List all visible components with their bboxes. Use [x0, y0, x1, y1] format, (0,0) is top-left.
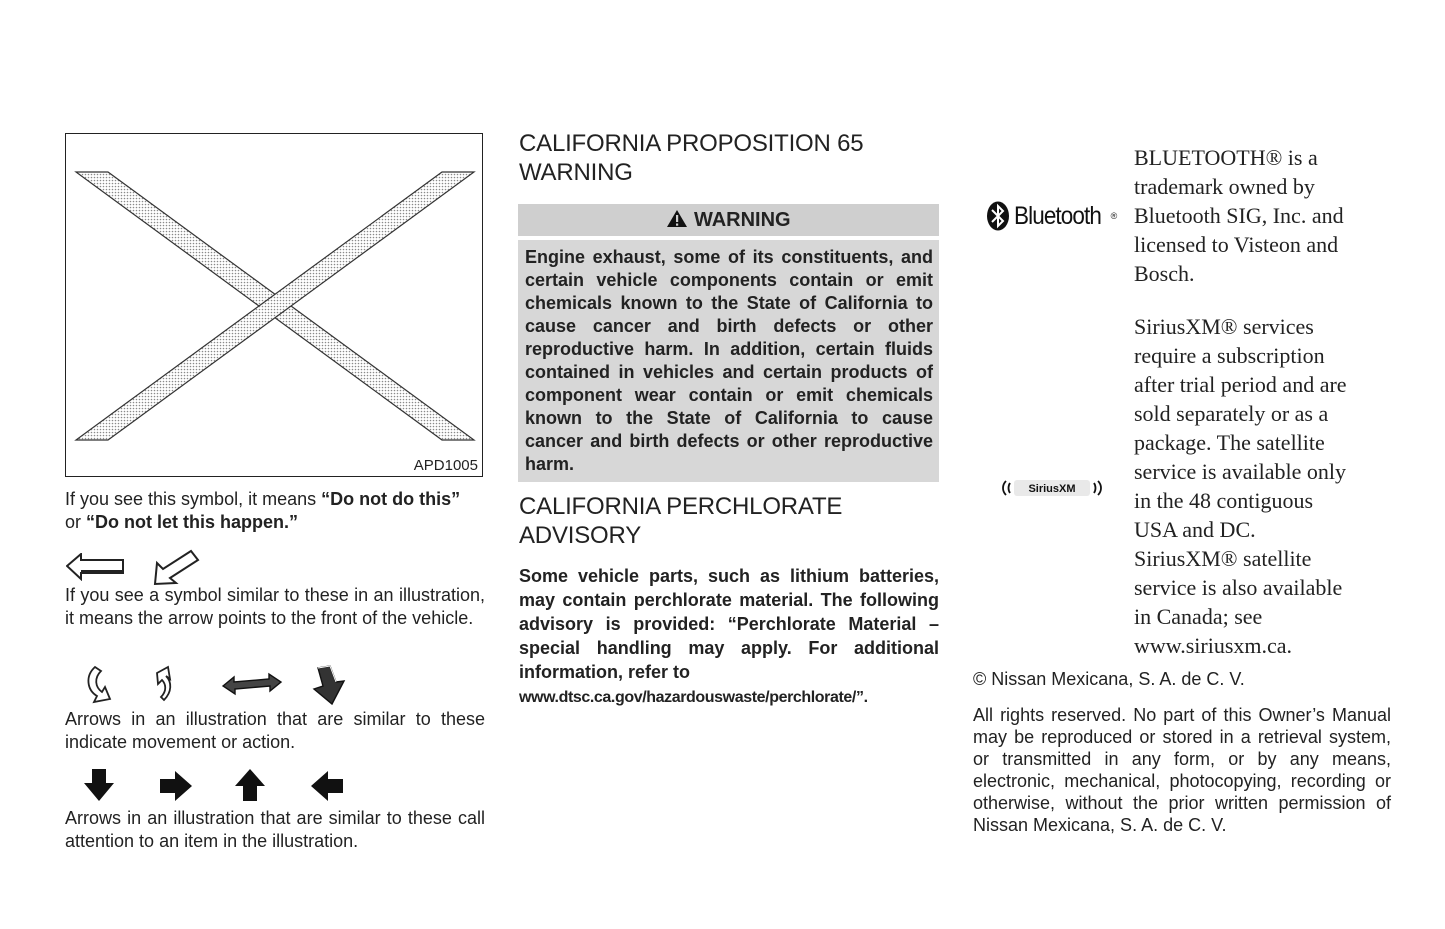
arrow-up-icon	[234, 768, 266, 802]
perchlorate-url: www.dtsc.ca.gov/hazardouswaste/perchlorate/”.	[519, 689, 868, 706]
symbol-meaning-2: “Do not let this happen.”	[86, 512, 299, 532]
front-arrows-text: If you see a symbol similar to these in an illustration, it means the arrow points to the front of the vehicle.	[65, 585, 485, 628]
curved-arrow-down-icon	[83, 664, 115, 706]
bluetooth-logo: Bluetooth ®	[986, 200, 1117, 232]
bent-arrow-down-icon	[310, 664, 350, 706]
arrow-right-icon	[159, 770, 193, 802]
warning-body: Engine exhaust, some of its constituents, and certain vehicle components contain or emit chemicals known to the State of California to cause cancer and birth defects or other reproductive harm. In addition, certain fluids contained in vehicles and certain products of component wear contain or emit chemicals known to the State of California to cause cancer and birth defects or other reproductive harm.	[518, 240, 939, 482]
do-not-figure	[65, 133, 483, 477]
arrow-down-icon	[83, 768, 115, 802]
figure-code: APD1005	[413, 457, 478, 474]
x-prohibition-icon	[66, 134, 484, 478]
bluetooth-rune-icon	[986, 201, 1010, 231]
front-arrow-diagonal-icon	[151, 549, 201, 587]
double-arrow-horizontal-icon	[221, 672, 283, 696]
movement-arrows-text: Arrows in an illustration that are similar to these indicate movement or action.	[65, 709, 485, 752]
siriusxm-text: SiriusXM® services require a subscription after trial period and are sold separately or as a package. The satellite service is available only in the 48 contiguous USA and DC. SiriusXM® satellite service is also available in Canada; see www.siriusxm.ca.	[1134, 314, 1347, 658]
attention-arrows-text: Arrows in an illustration that are similar to these call attention to an item in the illustration.	[65, 808, 485, 851]
symbol-text: If you see this symbol, it means	[65, 489, 322, 509]
symbol-meaning-1: “Do not do this”	[321, 489, 461, 509]
warning-triangle-icon	[666, 209, 688, 228]
perchlorate-body: Some vehicle parts, such as lithium batteries, may contain perchlorate material. The following advisory is provided: “Perchlorate Material – special handling may apply. For additional information, refer to www.dtsc.ca.gov/hazardouswaste/perchlorate/”.	[519, 566, 939, 706]
arrow-left-icon	[310, 770, 344, 802]
warning-header	[518, 204, 939, 236]
front-arrow-left-icon	[66, 553, 126, 581]
curved-arrow-up-icon	[152, 664, 184, 706]
symbol-text-or: or	[65, 512, 87, 532]
perchlorate-heading: CALIFORNIA PERCHLORATE ADVISORY	[519, 493, 843, 549]
warning-label: WARNING	[693, 209, 791, 231]
prop65-heading: CALIFORNIA PROPOSITION 65 WARNING	[519, 130, 864, 186]
do-not-explanation	[65, 488, 485, 534]
siriusxm-logo	[1000, 477, 1104, 499]
copyright-line: © Nissan Mexicana, S. A. de C. V.	[973, 669, 1245, 689]
rights-reserved-text: All rights reserved. No part of this Owner’s Manual may be reproduced or stored in a retrieval system, or transmitted in any form, or by any means, electronic, mechanical, photocopying, recording or otherwise, without the prior written permission of Nissan Mexicana, S. A. de C. V.	[973, 705, 1391, 835]
bluetooth-text: BLUETOOTH® is a trademark owned by Bluetooth SIG, Inc. and licensed to Visteon and Bosch.	[1134, 145, 1344, 286]
svg-text:SiriusXM: SiriusXM	[1028, 483, 1076, 495]
